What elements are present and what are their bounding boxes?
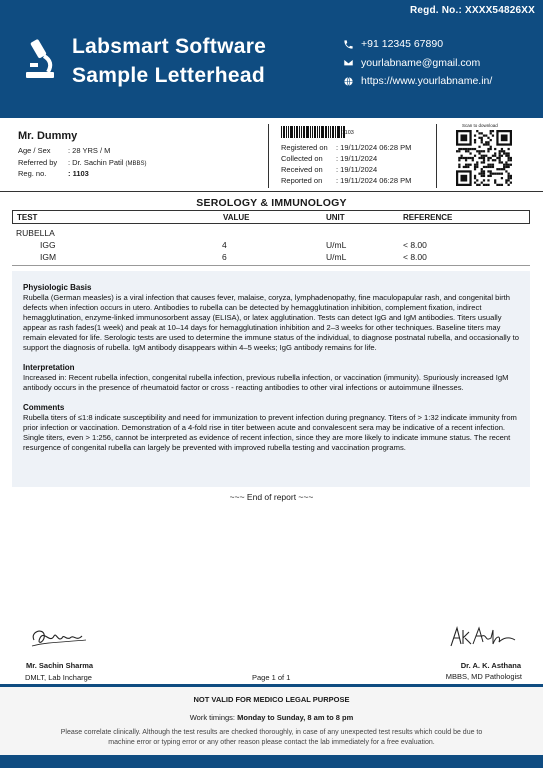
result-unit: U/mL bbox=[326, 252, 347, 262]
header-reference: REFERENCE bbox=[403, 213, 453, 222]
disclaimer: Please correlate clinically. Although the test results are checked thoroughly, in case of any unexpected test results which could be due to machine error or typing error or any other reason please contact the lab immediately for a free evaluation. bbox=[60, 729, 483, 746]
right-signatory-role-box bbox=[420, 672, 522, 681]
end-of-report: ~~~ End of report ~~~ bbox=[229, 492, 314, 502]
timings-label: Work timings: bbox=[189, 713, 238, 722]
date-label: Collected on bbox=[281, 154, 323, 163]
date-row bbox=[281, 142, 411, 153]
referred-qualification: (MBBS) bbox=[125, 160, 147, 167]
microscope-logo-icon bbox=[22, 38, 58, 82]
left-signatory-name: Mr. Sachin Sharma bbox=[26, 661, 94, 670]
result-reference: < 8.00 bbox=[403, 252, 427, 262]
barcode-number: 1103 bbox=[342, 130, 354, 136]
barcode bbox=[281, 126, 346, 138]
phone-icon bbox=[343, 39, 354, 50]
date-row bbox=[281, 153, 411, 164]
website-link[interactable]: https://www.yourlabname.in/ bbox=[361, 75, 493, 88]
page-number: Page 1 of 1 bbox=[252, 673, 291, 682]
interpretation-notes bbox=[12, 271, 530, 487]
patient-details bbox=[18, 130, 147, 180]
email-link[interactable]: yourlabname@gmail.com bbox=[361, 56, 481, 69]
test-group-name: RUBELLA bbox=[16, 228, 55, 238]
reg-label: Reg. no. bbox=[18, 169, 47, 179]
work-timings bbox=[0, 713, 543, 722]
date-label: Reported on bbox=[281, 176, 323, 185]
left-signatory bbox=[26, 661, 93, 682]
date-label: Received on bbox=[281, 165, 323, 174]
age-sex-row bbox=[18, 145, 147, 157]
header-test: TEST bbox=[17, 213, 38, 222]
right-signatory-name: Dr. A. K. Asthana bbox=[460, 661, 521, 670]
date-row bbox=[281, 175, 411, 186]
header-value: VALUE bbox=[223, 213, 250, 222]
referred-value bbox=[68, 158, 147, 167]
result-unit: U/mL bbox=[326, 240, 347, 250]
note-heading: Interpretation bbox=[23, 363, 75, 372]
brand-line-1: Labsmart Software bbox=[72, 35, 267, 58]
left-signatory-role: DMLT, Lab Incharge bbox=[25, 673, 92, 682]
email-icon bbox=[343, 57, 354, 68]
brand-line-2: Sample Letterhead bbox=[72, 64, 265, 87]
right-signature-image bbox=[447, 620, 519, 654]
age-sex-label: Age / Sex bbox=[18, 146, 51, 156]
report-dates bbox=[281, 142, 411, 186]
date-value: : 19/11/2024 bbox=[336, 165, 378, 174]
date-value: : 19/11/2024 06:28 PM bbox=[336, 176, 412, 185]
note-text: Increased in: Recent rubella infection, congenital rubella infection, previous rubella infection, or vaccination (immunity). Spuriously increased IgM antibody occurs in the presence of rheumatoid factor or cross - reacting antibodies to other viral infections or autoimmune illnesses. bbox=[23, 373, 509, 392]
phone-row bbox=[343, 35, 492, 54]
header-unit: UNIT bbox=[326, 213, 345, 222]
note-heading: Comments bbox=[23, 403, 65, 412]
referred-label: Referred by bbox=[18, 157, 58, 167]
vertical-divider-1 bbox=[268, 124, 269, 188]
date-label: Registered on bbox=[281, 143, 328, 152]
results-table-header bbox=[12, 210, 530, 224]
reg-row bbox=[18, 168, 147, 180]
left-signature-image bbox=[26, 620, 92, 654]
note-heading: Physiologic Basis bbox=[23, 283, 92, 292]
referred-doctor: : Dr. Sachin Patil bbox=[68, 157, 124, 167]
date-row bbox=[281, 164, 411, 175]
note-text: Rubella (German measles) is a viral infection that causes fever, malaise, coryza, lymphadenopathy, fine maculopapular rash, and congenital birth defects when infection occurs in utero. Antibodies to rubella can be detected by hemagglutination inhibition, complement fixation, indirect hemagglutination, enzyme-linked immunosorbent assay (ELISA), or latex agglutination. Tests can detect IgG and IgM antibodies. Titers usually appear as rash fades(1 week) and peak at 10–14 days for hemagglutination inhibition and 2–3 weeks for other techniques. Baseline titers may remain elevated for life. Serologic tests are used to determine the immune status of the individual, to diagnose postnatal rubella, and occasionally to support the diagnosis of rubella. IgM antibody disappears within 4–5 weeks; IgG antibody remains for life. bbox=[23, 293, 519, 352]
date-value: : 19/11/2024 06:28 PM bbox=[336, 143, 412, 152]
scan-label: Scan to download bbox=[462, 123, 498, 128]
result-value: 4 bbox=[222, 240, 227, 250]
letterhead-footer bbox=[0, 687, 543, 755]
timings-value: Monday to Sunday, 8 am to 8 pm bbox=[237, 713, 354, 722]
brand-name bbox=[72, 32, 266, 90]
result-test: IGM bbox=[40, 252, 57, 262]
letterhead-header bbox=[0, 0, 543, 118]
right-signatory bbox=[451, 661, 521, 670]
result-reference: < 8.00 bbox=[403, 240, 427, 250]
note-text: Rubella titers of ≤1:8 indicate susceptibility and need for immunization to prevent infection during pregnancy. Titers of > 1:32 indicate immunity from prior infection or vaccination. Demonstration of a 4-fold rise in titer between acute and convalescent sera may be indicative of a recent infection. Single titers, even > 1:256, cannot be interpreted as evidence of recent infection, since they are more likely to indicate immune status. The recent resurgence of congenital rubella can largely be prevented with improved rubella testing and vaccination programs. bbox=[23, 413, 517, 452]
referred-row bbox=[18, 157, 147, 169]
registration-number: Regd. No.: XXXX54826XX bbox=[409, 5, 535, 16]
globe-icon bbox=[343, 76, 354, 87]
age-sex-value: : 28 YRS / M bbox=[68, 146, 111, 156]
table-bottom-divider bbox=[12, 265, 530, 266]
patient-name: Mr. Dummy bbox=[18, 130, 78, 142]
email-row bbox=[343, 54, 492, 73]
right-signatory-role: MBBS, MD Pathologist bbox=[445, 672, 522, 681]
date-value: : 19/11/2024 bbox=[336, 154, 378, 163]
section-title: SEROLOGY & IMMUNOLOGY bbox=[196, 197, 347, 209]
qr-code[interactable] bbox=[456, 130, 512, 186]
website-row bbox=[343, 72, 492, 91]
result-value: 6 bbox=[222, 252, 227, 262]
result-test: IGG bbox=[40, 240, 56, 250]
vertical-divider-2 bbox=[436, 124, 437, 188]
phone-text: +91 12345 67890 bbox=[361, 38, 444, 51]
contact-info bbox=[343, 35, 492, 91]
legal-notice: NOT VALID FOR MEDICO LEGAL PURPOSE bbox=[193, 695, 350, 704]
reg-value: : 1103 bbox=[68, 169, 89, 179]
bottom-bar bbox=[0, 755, 543, 768]
top-divider bbox=[0, 191, 543, 192]
